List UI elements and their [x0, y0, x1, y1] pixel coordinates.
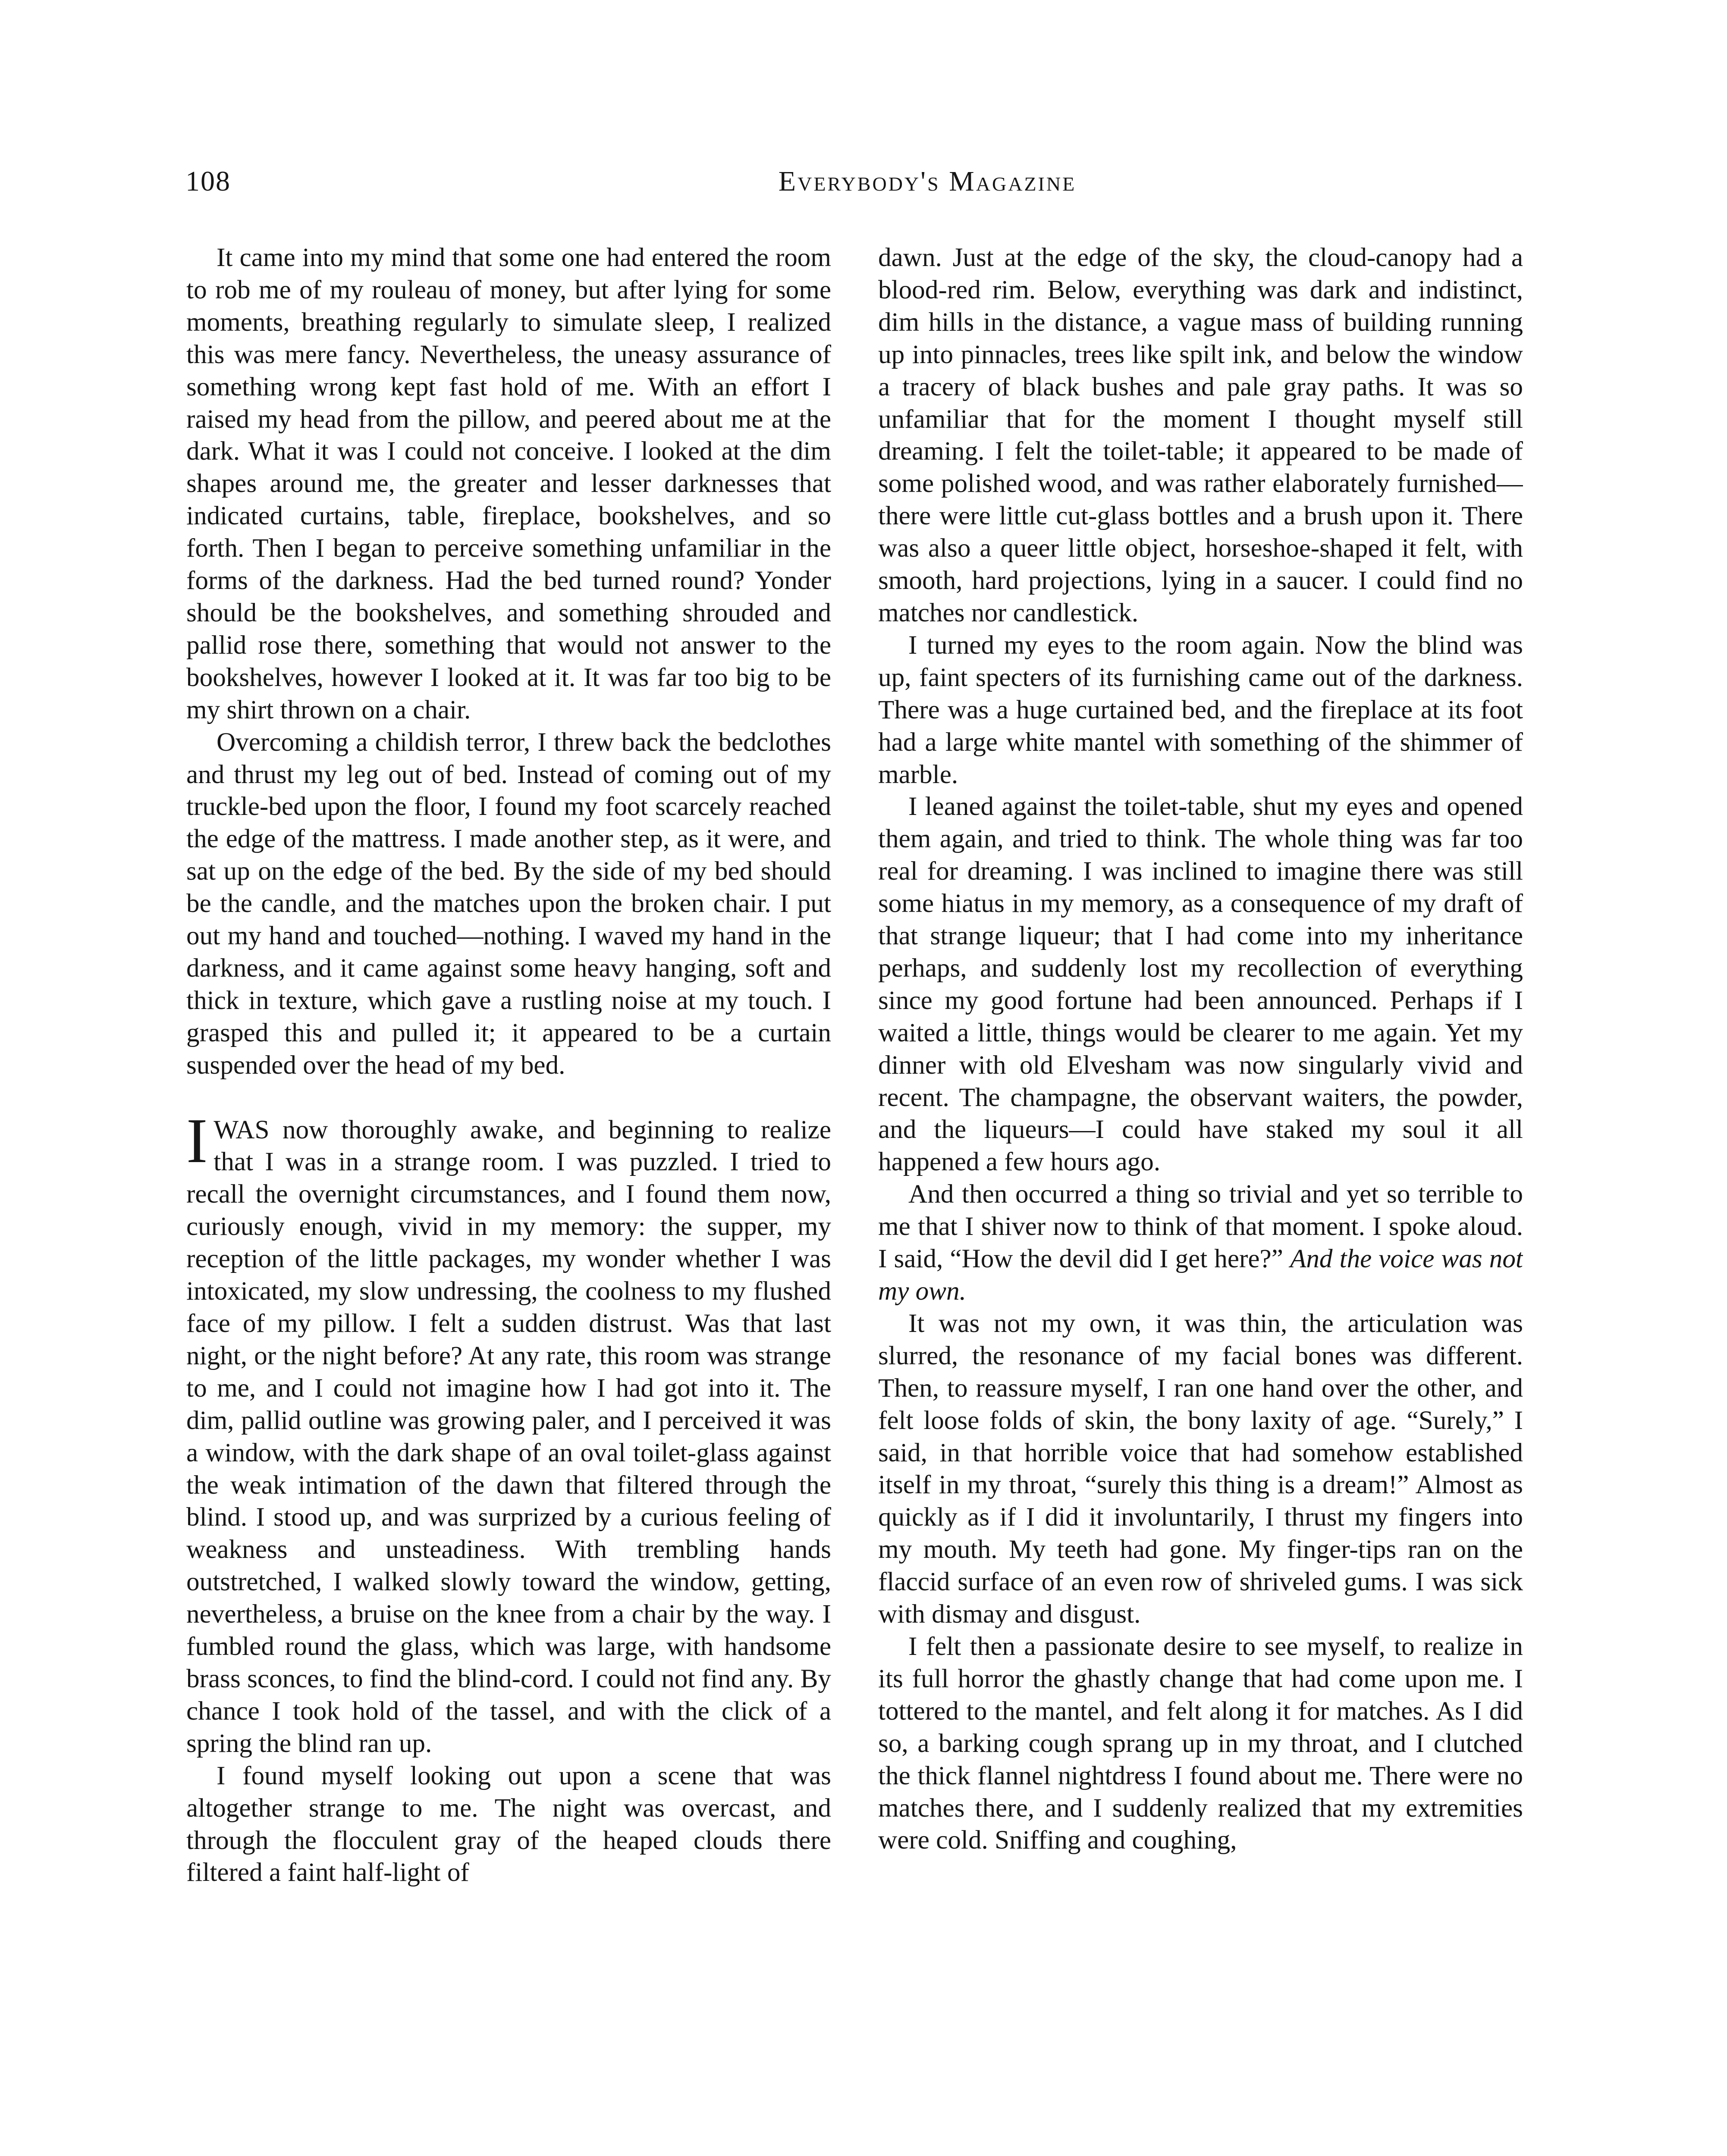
paragraph: Overcoming a childish terror, I threw back the bedclothes and thrust my leg out of bed. Instead of coming out of my truckle-bed upon the floor, I found my foot scarcely reached the edge of the mattress. I made another step, as it were, and sat up on the edge of the bed. By the side of my bed should be the candle, and the matches upon the broken chair. I put out my hand and touched—nothing. I waved my hand in the darkness, and it came against some heavy hanging, soft and thick in texture, which gave a rustling noise at my touch. I grasped this and pulled it; it appeared to be a curtain suspended over the head of my bed.: [186, 727, 831, 1080]
paragraph: dawn. Just at the edge of the sky, the cloud-canopy had a blood-red rim. Below, everything was dark and indistinct, dim hills in the distance, a vague mass of building running up into pinnacles, trees like spilt ink, and below the window a tracery of black bushes and pale gray paths. It was so unfamiliar that for the moment I thought myself still dreaming. I felt the toilet-table; it appeared to be made of some polished wood, and was rather elaborately furnished—there were little cut-glass bottles and a brush upon it. There was also a queer little object, horseshoe-shaped it felt, with smooth, hard projections, lying in a saucer. I could find no matches nor candlestick.: [878, 243, 1523, 627]
page-number: 108: [185, 166, 231, 197]
paragraph: I found myself looking out upon a scene that was altogether strange to me. The night was overcast, and through the flocculent gray of the heaped clouds there filtered a faint half-light of: [186, 1761, 831, 1887]
paragraph: It was not my own, it was thin, the articulation was slurred, the resonance of my facial bones was different. Then, to reassure myself, I ran one hand over the other, and felt loose folds of skin, the bony laxity of age. “Surely,” I said, in that horrible voice that had somehow established itself in my throat, “surely this thing is a dream!” Almost as quickly as if I did it involuntarily, I thrust my fingers into my mouth. My teeth had gone. My finger-tips ran on the flaccid surface of an even row of shriveled gums. I was sick with dismay and disgust.: [878, 1308, 1523, 1629]
paragraph: [878, 1178, 1523, 1307]
left-column: [186, 241, 831, 2156]
paragraph-text: And then occurred a thing so trivial and yet so terrible to me that I shiver now to think of that moment. I spoke aloud. I said, “How the devil did I get here?”: [878, 1179, 1523, 1274]
paragraph: I turned my eyes to the room again. Now the blind was up, faint specters of its furnishing came out of the darkness. There was a huge curtained bed, and the fireplace at its foot had a large white mantel with something of the shimmer of marble.: [878, 630, 1523, 789]
drop-cap: I: [186, 1105, 208, 1176]
section-lead-word: WAS: [214, 1115, 270, 1144]
italic-emphasis: And the voice was not my own.: [878, 1244, 1523, 1306]
paragraph: It came into my mind that some one had entered the room to rob me of my rouleau of money, but after lying for some moments, breathing regularly to simulate sleep, I realized this was mere fancy. Nevertheless, the uneasy assurance of something wrong kept fast hold of me. With an effort I raised my head from the pillow, and peered about me at the dark. What it was I could not conceive. I looked at the dim shapes around me, the greater and lesser darknesses that indicated curtains, table, fireplace, bookshelves, and so forth. Then I began to perceive something unfamiliar in the forms of the darkness. Had the bed turned round? Yonder should be the bookshelves, and something shrouded and pallid rose there, something that would not answer to the bookshelves, however I looked at it. It was far too big to be my shirt thrown on a chair.: [186, 243, 831, 724]
paragraph: I leaned against the toilet-table, shut my eyes and opened them again, and tried to think. The whole thing was far too real for dreaming. I was inclined to imagine there was still some hiatus in my memory, as a consequence of my draft of that strange liqueur; that I had come into my inheritance perhaps, and suddenly lost my recollection of everything since my good fortune had been announced. Perhaps if I waited a little, things would be clearer to me again. Yet my dinner with old Elvesham was now singularly vivid and recent. The champagne, the observant waiters, the powder, and the liqueurs—I could have staked my soul it all happened a few hours ago.: [878, 792, 1523, 1177]
section-text: now thoroughly awake, and beginning to realize that I was in a strange room. I was puzzled. I tried to recall the overnight circumstances, and I found them now, curiously enough, vivid in my memory: the supper, my reception of the little packages, my wonder whether I was intoxicated, my slow undressing, the coolness to my flushed face of my pillow. I felt a sudden distrust. Was that last night, or the night before? At any rate, this room was strange to me, and I could not imagine how I had got into it. The dim, pallid outline was growing paler, and I perceived it was a window, with the dark shape of an oval toilet-glass against the weak intimation of the dawn that filtered through the blind. I stood up, and was surprized by a curious feeling of weakness and unsteadiness. With trembling hands outstretched, I walked slowly toward the window, getting, nevertheless, a bruise on the knee from a chair by the way. I fumbled round the glass, which was large, with handsome brass sconces, to find the blind-cord. I could not find any. By chance I took hold of the tassel, and with the click of a spring the blind ran up.: [186, 1115, 831, 1758]
section-opening-paragraph: [186, 1105, 831, 1760]
running-title: Everybody's Magazine: [778, 166, 1077, 197]
right-column: [878, 241, 1523, 2156]
paragraph: I felt then a passionate desire to see myself, to realize in its full horror the ghastly change that had come upon me. I tottered to the mantel, and felt along it for matches. As I did so, a barking cough sprang up in my throat, and I clutched the thick flannel nightdress I found about me. There were no matches there, and I suddenly realized that my extremities were cold. Sniffing and coughing,: [878, 1631, 1523, 1855]
